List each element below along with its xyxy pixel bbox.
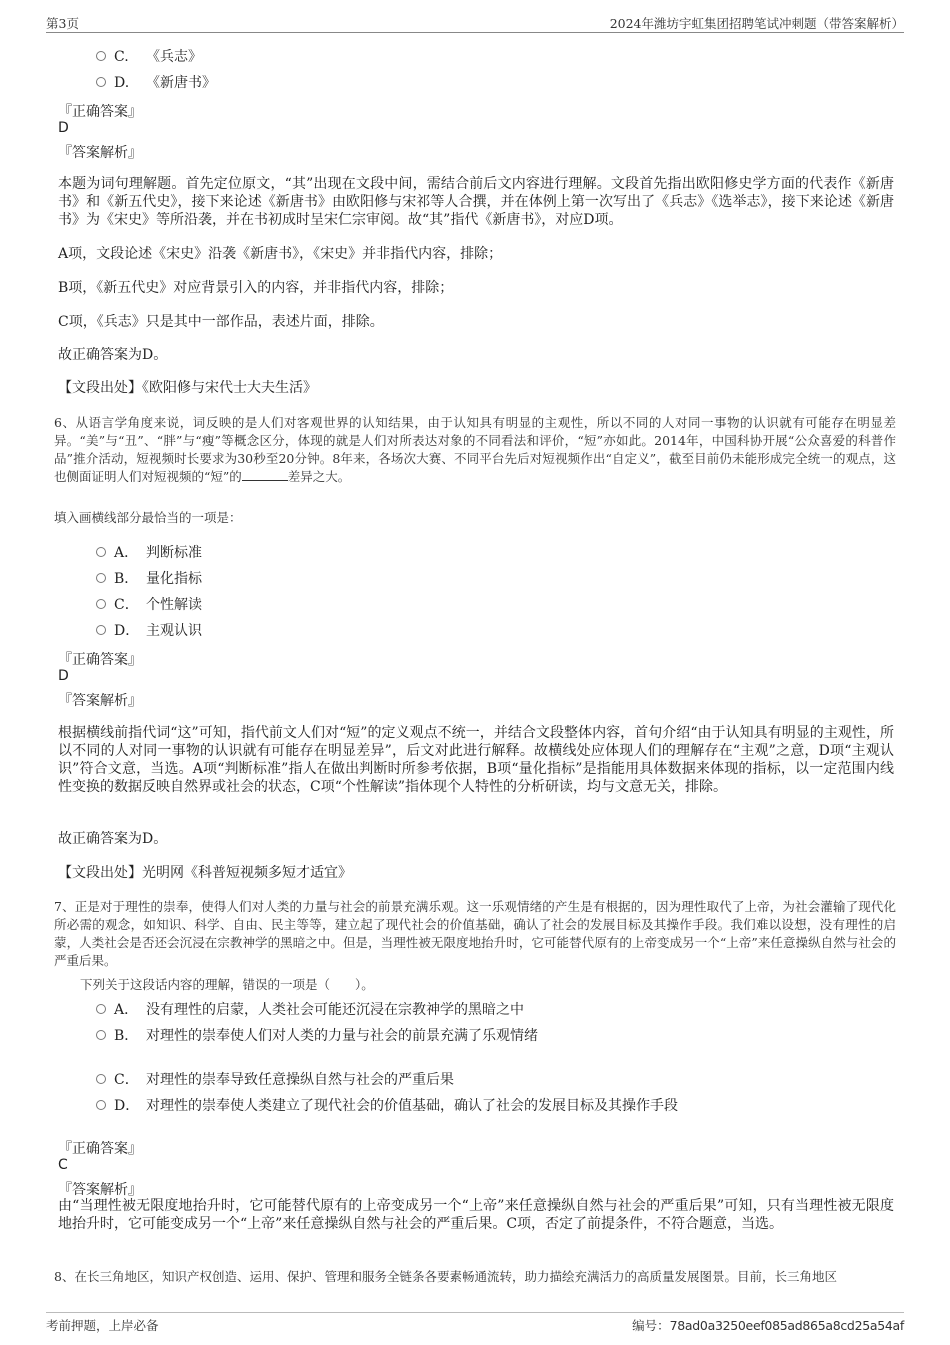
radio-icon[interactable]: [96, 1030, 106, 1040]
q6-answer-label: 『正确答案』: [58, 652, 142, 668]
document-title: 2024年潍坊宇虹集团招聘笔试冲刺题（带答案解析）: [609, 16, 904, 31]
q6-option-a[interactable]: A． 判断标准: [96, 543, 202, 563]
q5-answer-label: 『正确答案』: [58, 104, 142, 120]
radio-icon[interactable]: [96, 599, 106, 609]
q6-conclusion: 故正确答案为D。: [58, 831, 168, 847]
answer-blank: [242, 468, 288, 481]
q5-option-d[interactable]: D. 《新唐书》: [96, 73, 216, 93]
radio-icon[interactable]: [96, 547, 106, 557]
q6-source: 【文段出处】光明网《科普短视频多短才适宜》: [58, 865, 352, 881]
radio-icon[interactable]: [96, 625, 106, 635]
page-footer: [46, 1312, 904, 1336]
radio-icon[interactable]: [96, 1100, 106, 1110]
radio-icon[interactable]: [96, 51, 106, 61]
footer-code: 编号：78ad0a3250eef085ad865a8cd25a54af: [632, 1318, 904, 1333]
page-header: [46, 14, 904, 33]
radio-icon[interactable]: [96, 1004, 106, 1014]
q6-option-c[interactable]: C． 个性解读: [96, 595, 202, 615]
q5-analysis-main: 本题为词句理解题。首先定位原文，“其”出现在文段中间，需结合前后文内容进行理解。文段首先指出欧阳修史学方面的代表作《新唐书》和《新五代史》，接下来论述《新唐书》由欧阳修与宋祁等人合撰，并在体例上第一次写出了《兵志》《选举志》，接下来论述《新唐书》为《宋史》等所沿袭，并在书初成时呈宋仁宗审阅。故“其”指代《新唐书》，对应D项。: [58, 176, 894, 228]
q5-source: 【文段出处】《欧阳修与宋代士大夫生活》: [58, 380, 317, 396]
q7-option-d[interactable]: D． 对理性的崇奉使人类建立了现代社会的价值基础，确认了社会的发展目标及其操作手段: [96, 1096, 678, 1116]
radio-icon[interactable]: [96, 573, 106, 583]
q7-option-a[interactable]: A． 没有理性的启蒙，人类社会可能还沉浸在宗教神学的黑暗之中: [96, 1000, 524, 1020]
q6-answer: D: [58, 668, 69, 684]
q7-analysis: 由“当理性被无限度地抬升时，它可能替代原有的上帝变成另一个“上帝”来任意操纵自然与社会的严重后果”可知，只有当理性被无限度地抬升时，它可能变成另一个“上帝”来任意操纵自然与社会的严重后果。C项，否定了前提条件，不符合题意，当选。: [58, 1198, 894, 1232]
q5-conclusion: 故正确答案为D。: [58, 347, 168, 363]
q6-stem: 6、从语言学角度来说，词反映的是人们对客观世界的认知结果，由于认知具有明显的主观性，所以不同的人对同一事物的认识就有可能存在明显差异。“美”与“丑”、“胖”与“瘦”等概念区分，体现的就是人们对所表达对象的不同看法和评价，“短”亦如此。2014年，中国科协开展“公众喜爱的科普作品”推介活动，短视频时长要求为30秒至20分钟。8年来，各场次大赛、不同平台先后对短视频作出“自定义”，截至目前仍未能形成完全统一的观点，这也侧面证明人们对短视频的“短”的 差异之大。: [54, 415, 896, 484]
q6-analysis-main: 根据横线前指代词“这”可知，指代前文人们对“短”的定义观点不统一，并结合文段整体内容，首句介绍“由于认知具有明显的主观性，所以不同的人对同一事物的认识就有可能存在明显差异”，后文对此进行解释。故横线处应体现人们的理解存在“主观”之意，D项“主观认识”符合文意，当选。A项“判断标准”指人在做出判断时所参考依据，B项“量化指标”是指能用具体数据来体现的指标，以一定范围内线性变换的数据反映自然界或社会的状态，C项“个性解读”指体现个人特性的分析研读，均与文意无关，排除。: [58, 725, 894, 795]
radio-icon[interactable]: [96, 77, 106, 87]
q7-answer: C: [58, 1157, 68, 1173]
q6-option-d[interactable]: D． 主观认识: [96, 621, 202, 641]
q5-analysis-c: C项，《兵志》只是其中一部作品，表述片面，排除。: [58, 314, 384, 330]
q7-answer-label: 『正确答案』: [58, 1141, 142, 1157]
q5-analysis-label: 『答案解析』: [58, 145, 142, 161]
page-number: 第3页: [46, 16, 79, 31]
q6-option-b[interactable]: B． 量化指标: [96, 569, 202, 589]
q7-prompt: 下列关于这段话内容的理解，错误的一项是（ ）。: [80, 977, 374, 992]
radio-icon[interactable]: [96, 1074, 106, 1084]
q7-stem: 7、正是对于理性的崇奉，使得人们对人类的力量与社会的前景充满乐观。这一乐观情绪的产生是有根据的，因为理性取代了上帝，为社会灌输了现代化所必需的观念，如知识、科学、自由、民主等等，建立起了现代社会的价值基础，确认了社会的发展目标及其操作手段。我们难以设想，没有理性的启蒙，人类社会是否还会沉浸在宗教神学的黑暗之中。但是，当理性被无限度地抬升时，它可能替代原有的上帝变成另一个“上帝”来任意操纵自然与社会的严重后果。: [54, 899, 896, 968]
q6-analysis-label: 『答案解析』: [58, 693, 142, 709]
footer-slogan: 考前押题，上岸必备: [46, 1318, 159, 1333]
q7-analysis-label: 『答案解析』: [58, 1182, 142, 1198]
q5-option-c[interactable]: C. 《兵志》: [96, 47, 202, 67]
q8-stem: 8、在长三角地区，知识产权创造、运用、保护、管理和服务全链条各要素畅通流转，助力描绘充满活力的高质量发展图景。目前，长三角地区: [54, 1269, 837, 1284]
q5-analysis-a: A项，文段论述《宋史》沿袭《新唐书》，《宋史》并非指代内容，排除；: [58, 246, 503, 262]
q7-option-b[interactable]: B． 对理性的崇奉使人们对人类的力量与社会的前景充满了乐观情绪: [96, 1026, 538, 1046]
q7-option-c[interactable]: C． 对理性的崇奉导致任意操纵自然与社会的严重后果: [96, 1070, 454, 1090]
q5-answer: D: [58, 120, 69, 136]
q6-prompt: 填入画横线部分最恰当的一项是：: [54, 510, 242, 525]
q5-analysis-b: B项，《新五代史》对应背景引入的内容，并非指代内容，排除；: [58, 280, 454, 296]
